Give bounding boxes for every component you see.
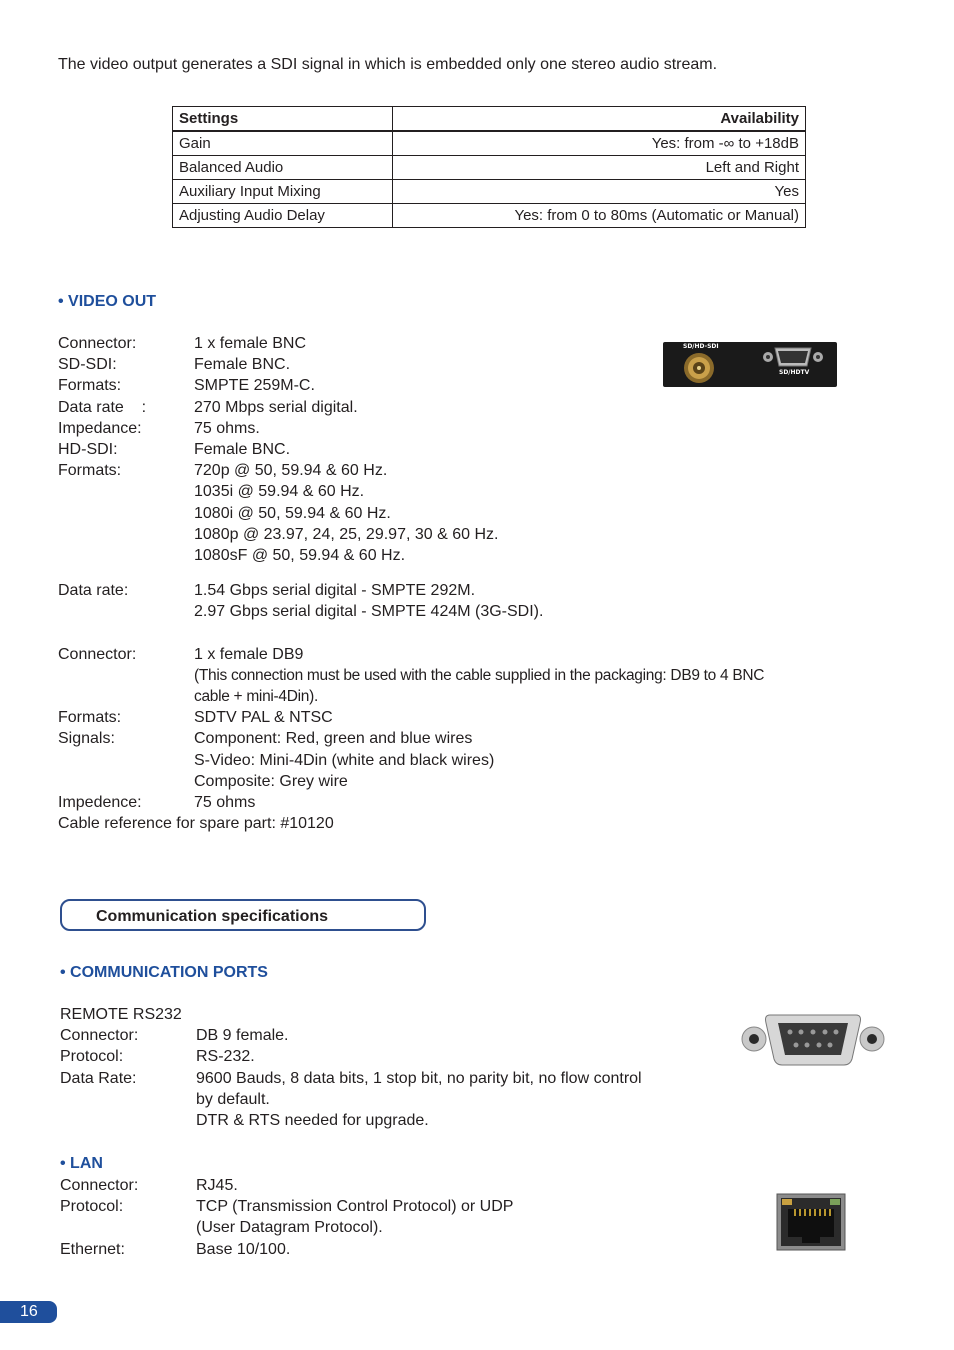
- spec-label: Protocol:: [60, 1048, 124, 1066]
- spec-value: DB 9 female.: [196, 1027, 289, 1045]
- spec-row: [58, 601, 848, 622]
- spec-label: Connector:: [58, 335, 137, 352]
- spec-row: [60, 1025, 720, 1046]
- page-number: 16: [20, 1303, 38, 1320]
- spec-label: [60, 1089, 196, 1110]
- spec-label: Formats:: [58, 709, 122, 727]
- audio-settings-table: [172, 106, 806, 228]
- table-header-row: [173, 107, 806, 132]
- spec-row: [60, 1196, 720, 1217]
- spec-label: Signals:: [58, 730, 115, 748]
- spec-value: Composite: Grey wire: [194, 772, 348, 790]
- table-header-settings: Settings: [173, 107, 393, 132]
- spec-value: (User Datagram Protocol).: [196, 1219, 383, 1237]
- table-cell-setting: Adjusting Audio Delay: [173, 204, 393, 228]
- spec-value: Base 10/100.: [196, 1240, 291, 1258]
- spec-row: [58, 750, 848, 771]
- spec-row: [58, 580, 848, 601]
- spec-value: 1080sF @ 50, 59.94 & 60 Hz.: [194, 547, 406, 565]
- spec-value: 1 x female DB9: [194, 645, 304, 663]
- spec-label: [58, 503, 194, 524]
- spec-value: 1080p @ 23.97, 24, 25, 29.97, 30 & 60 Hz.: [194, 525, 499, 543]
- table-cell-setting: Balanced Audio: [173, 156, 393, 180]
- spec-row: [60, 1046, 720, 1067]
- spec-row: [60, 1175, 720, 1196]
- spec-row: [60, 1089, 720, 1110]
- spec-row: [58, 375, 848, 396]
- spec-label: Impedence:: [58, 794, 142, 812]
- rj45-connector-icon: [776, 1193, 846, 1251]
- spec-row: [60, 1239, 720, 1260]
- spec-value: RJ45.: [196, 1177, 238, 1194]
- spec-row: [60, 1068, 720, 1089]
- spec-label: Connector:: [58, 645, 137, 663]
- table-row: [173, 131, 806, 156]
- spec-value: Female BNC.: [194, 356, 291, 374]
- spec-label: [58, 524, 194, 545]
- lan-specs: [60, 1175, 720, 1260]
- spec-row: [58, 460, 848, 481]
- spec-row: [58, 481, 848, 502]
- intro-text: The video output generates a SDI signal in which is embedded only one stereo audio stream.: [58, 56, 718, 73]
- lan-heading: • LAN: [60, 1155, 103, 1172]
- spec-value: 270 Mbps serial digital.: [194, 398, 358, 416]
- spec-label: Connector:: [60, 1027, 139, 1045]
- spec-row: [58, 771, 848, 792]
- table-row: [173, 180, 806, 204]
- spec-label: Data Rate:: [60, 1069, 137, 1087]
- db9-note: (This connection must be used with the cable supplied in the packaging: DB9 to 4 BNC: [194, 666, 765, 684]
- table-header-availability: Availability: [393, 107, 806, 132]
- spec-label: [58, 601, 194, 622]
- communication-ports-heading: • COMMUNICATION PORTS: [60, 964, 268, 981]
- spec-label: [58, 665, 194, 686]
- spec-value: 1 x female BNC: [194, 335, 307, 352]
- spec-label: [60, 1110, 196, 1131]
- spec-value: Female BNC.: [194, 441, 291, 459]
- panel-label-hdtv: SD/HDTV: [779, 369, 810, 376]
- table-row: [173, 204, 806, 228]
- spacer: [58, 623, 848, 644]
- spec-value: RS-232.: [196, 1048, 255, 1066]
- spec-value: SDTV PAL & NTSC: [194, 709, 333, 727]
- spec-value: 75 ohms: [194, 794, 256, 812]
- rs232-specs: [60, 1004, 720, 1131]
- db9-note: cable + mini-4Din).: [194, 688, 318, 706]
- spec-label: [58, 545, 194, 566]
- spec-row: [58, 418, 848, 439]
- spec-row: [60, 1004, 720, 1025]
- spec-value: 1080i @ 50, 59.94 & 60 Hz.: [194, 504, 391, 522]
- spec-label: Connector:: [60, 1177, 139, 1194]
- video-out-specs: [58, 333, 848, 834]
- spec-value: 75 ohms.: [194, 419, 260, 437]
- table-cell-availability: Left and Right: [393, 156, 806, 180]
- communication-specifications-box: [60, 899, 426, 931]
- spec-row: [58, 792, 848, 813]
- spec-value: 720p @ 50, 59.94 & 60 Hz.: [194, 462, 388, 480]
- spec-label: [58, 771, 194, 792]
- spacer: [58, 566, 848, 580]
- spec-value: TCP (Transmission Control Protocol) or UDP: [196, 1198, 514, 1216]
- spec-row: [58, 813, 848, 834]
- spec-row: [58, 686, 848, 707]
- spec-value: by default.: [196, 1090, 270, 1108]
- table-cell-availability: Yes: [393, 180, 806, 204]
- spec-value: 2.97 Gbps serial digital - SMPTE 424M (3G-SDI).: [194, 603, 544, 621]
- spec-value: 9600 Bauds, 8 data bits, 1 stop bit, no parity bit, no flow control: [196, 1069, 642, 1087]
- spec-value: Component: Red, green and blue wires: [194, 730, 473, 748]
- db9-female-connector-icon: [740, 1011, 886, 1067]
- spec-row: [58, 503, 848, 524]
- spec-row: [60, 1217, 720, 1238]
- spec-row: [58, 665, 848, 686]
- table-row: [173, 156, 806, 180]
- spec-label: Formats:: [58, 462, 122, 480]
- page-number-tab: [0, 1301, 57, 1323]
- spec-row: [58, 644, 848, 665]
- spec-value: SMPTE 259M-C.: [194, 377, 315, 395]
- spec-label: [58, 686, 194, 707]
- spec-label: Data rate:: [58, 582, 129, 600]
- spec-label: Ethernet:: [60, 1240, 125, 1258]
- table-cell-setting: Auxiliary Input Mixing: [173, 180, 393, 204]
- spec-row: [58, 524, 848, 545]
- spec-value: 1.54 Gbps serial digital - SMPTE 292M.: [194, 582, 476, 600]
- spec-row: [58, 707, 848, 728]
- video-out-heading: • VIDEO OUT: [58, 293, 157, 310]
- table-cell-availability: Yes: from 0 to 80ms (Automatic or Manual): [393, 204, 806, 228]
- spec-value: DTR & RTS needed for upgrade.: [196, 1112, 429, 1130]
- spec-label: [58, 750, 194, 771]
- table-cell-setting: Gain: [173, 131, 393, 156]
- spec-label: [60, 1217, 196, 1238]
- spec-label: SD-SDI:: [58, 356, 117, 374]
- spec-value: S-Video: Mini-4Din (white and black wires): [194, 751, 495, 769]
- panel-label-sdi: SD/HD-SDI: [683, 343, 719, 350]
- section-title: Communication specifications: [96, 908, 329, 925]
- spec-label: HD-SDI:: [58, 441, 118, 459]
- rs232-title: REMOTE RS232: [60, 1006, 182, 1023]
- cable-reference: Cable reference for spare part: #10120: [58, 815, 334, 833]
- spec-label: Protocol:: [60, 1198, 124, 1216]
- spec-value: 1035i @ 59.94 & 60 Hz.: [194, 483, 365, 501]
- spec-row: [58, 354, 848, 375]
- spec-row: [58, 728, 848, 749]
- spec-row: [58, 545, 848, 566]
- spec-row: [58, 439, 848, 460]
- spec-label: [58, 481, 194, 502]
- spec-label: Formats:: [58, 377, 122, 395]
- spec-row: [60, 1110, 720, 1131]
- spec-row: [58, 397, 848, 418]
- spec-row: [58, 333, 848, 354]
- spec-label: Impedance:: [58, 419, 142, 437]
- table-cell-availability: Yes: from -∞ to +18dB: [393, 131, 806, 156]
- spec-label: Data rate :: [58, 398, 147, 416]
